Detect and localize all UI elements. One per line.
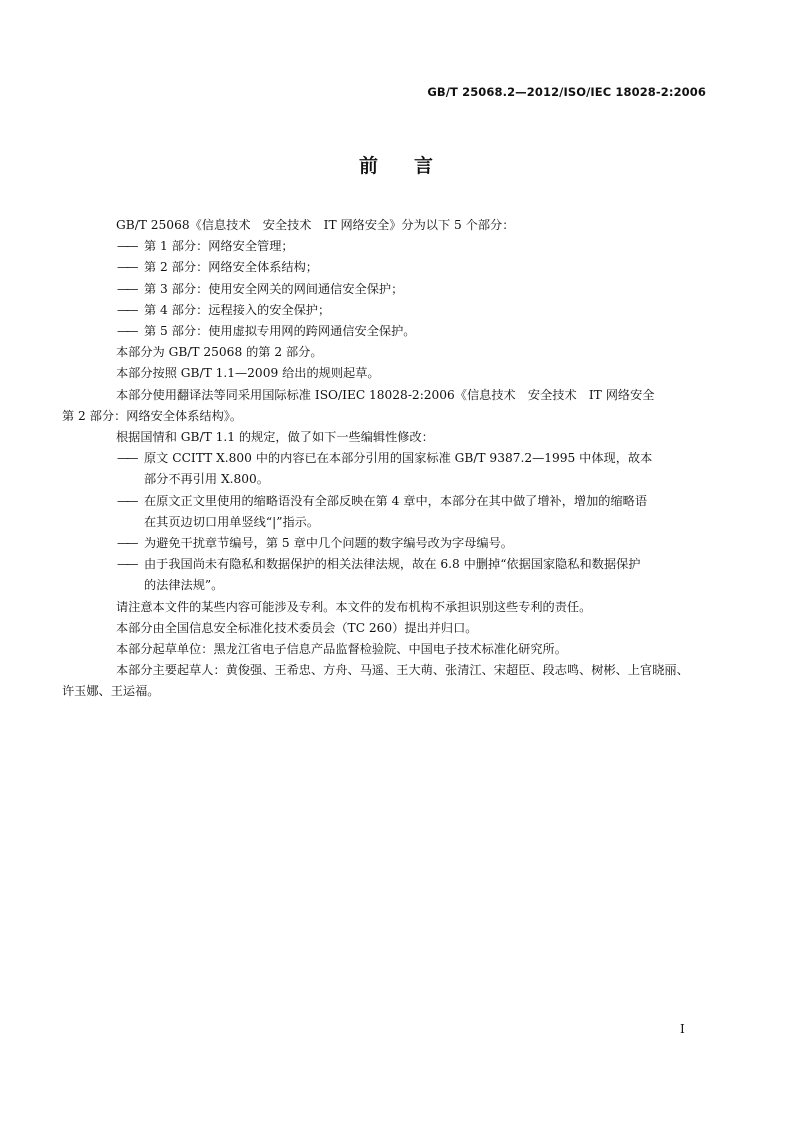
standard-number-header: GB/T 25068.2—2012/ISO/IEC 18028-2:2006 (427, 85, 706, 99)
title-char-2: 言 (414, 155, 436, 177)
part-item-3 (89, 279, 709, 300)
edit-line-1: 在原文正文里使用的缩略语没有全部反映在第 4 章中，本部分在其中做了增补，增加的缩略语 (144, 493, 648, 508)
translation-line-1: 本部分使用翻译法等同采用国际标准 ISO/IEC 18028-2:2006《信息技术 安全技术 IT 网络安全 (116, 387, 655, 402)
edit-item-1 (89, 448, 709, 490)
dash-mark: —— (117, 451, 136, 466)
dash-mark: —— (117, 536, 136, 551)
page-title (0, 151, 794, 178)
part-text: 第 3 部分：使用安全网关的网间通信安全保护； (144, 281, 404, 296)
part-item-2 (89, 257, 709, 278)
part-item-5 (89, 321, 709, 342)
part-item-1 (89, 236, 709, 257)
edit-line-2: 在其页边切口用单竖线“|”指示。 (144, 514, 320, 529)
part-of-paragraph: 本部分为 GB/T 25068 的第 2 部分。 (116, 345, 323, 360)
drafters-line-2: 许玉娜、王运福。 (62, 684, 160, 699)
dash-mark: —— (117, 239, 136, 254)
proposed-by-paragraph: 本部分由全国信息安全标准化技术委员会（TC 260）提出并归口。 (116, 620, 478, 635)
dash-mark: —— (117, 493, 136, 508)
drafters-paragraph (62, 660, 709, 702)
edit-line-1: 原文 CCITT X.800 中的内容已在本部分引用的国家标准 GB/T 9387.2—1995 中体现，故本 (144, 451, 653, 466)
dash-mark: —— (117, 260, 136, 275)
drafting-units-paragraph: 本部分起草单位：黑龙江省电子信息产品监督检验院、中国电子技术标准化研究所。 (116, 642, 567, 657)
foreword-body (62, 215, 709, 703)
edit-line-2: 的法律法规”。 (144, 578, 224, 593)
edit-item-2 (89, 491, 709, 533)
edit-line-2: 部分不再引用 X.800。 (144, 472, 269, 487)
title-char-1: 前 (358, 155, 380, 177)
edit-item-4 (89, 554, 709, 596)
part-text: 第 2 部分：网络安全体系结构； (144, 260, 318, 275)
dash-mark: —— (117, 557, 136, 572)
translation-paragraph (62, 385, 709, 427)
drafters-line-1: 本部分主要起草人：黄俊强、王希忠、方舟、马遥、王大萌、张清江、宋超臣、段志鸣、树彬、上官晓丽、 (116, 663, 689, 678)
page-number: I (680, 1022, 685, 1036)
edit-line-1: 由于我国尚未有隐私和数据保护的相关法律法规，故在 6.8 中删掉“依据国家隐私和数据保护 (144, 557, 641, 572)
dash-mark: —— (117, 302, 136, 317)
intro-paragraph: GB/T 25068《信息技术 安全技术 IT 网络安全》分为以下 5 个部分： (116, 218, 515, 232)
translation-line-2: 第 2 部分：网络安全体系结构》。 (62, 408, 243, 423)
part-text: 第 4 部分：远程接入的安全保护； (144, 302, 331, 317)
dash-mark: —— (117, 281, 136, 296)
part-text: 第 1 部分：网络安全管理； (144, 239, 294, 254)
edits-intro-paragraph: 根据国情和 GB/T 1.1 的规定，做了如下一些编辑性修改： (116, 430, 434, 445)
dash-mark: —— (117, 324, 136, 339)
part-text: 第 5 部分：使用虚拟专用网的跨网通信安全保护。 (144, 324, 416, 339)
edit-line-1: 为避免干扰章节编号，第 5 章中几个问题的数字编号改为字母编号。 (144, 536, 513, 551)
edit-item-3 (89, 533, 709, 554)
patent-note-paragraph: 请注意本文件的某些内容可能涉及专利。本文件的发布机构不承担识别这些专利的责任。 (116, 599, 592, 614)
part-item-4 (89, 300, 709, 321)
drafting-rules-paragraph: 本部分按照 GB/T 1.1—2009 给出的规则起草。 (116, 366, 380, 381)
